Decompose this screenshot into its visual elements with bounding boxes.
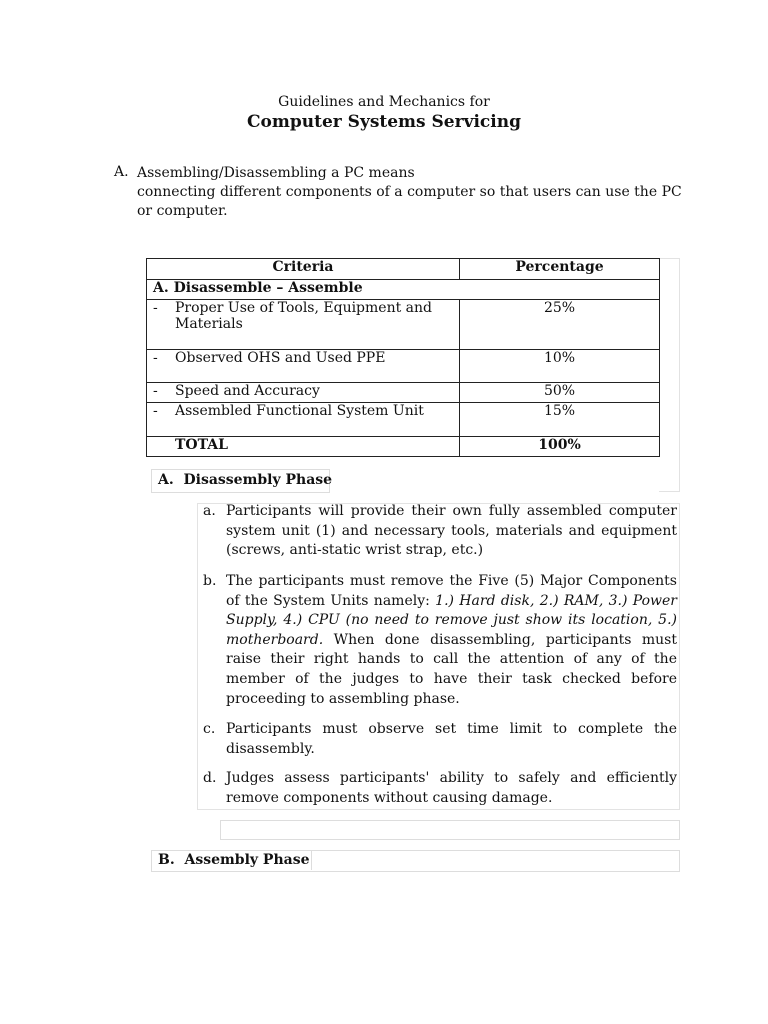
- table-header-row: [147, 259, 660, 280]
- row-label: Assembled Functional System Unit: [175, 403, 424, 419]
- percentage-cell: 25%: [460, 300, 660, 350]
- table-total-row: [147, 437, 660, 457]
- empty-frame: [220, 820, 680, 840]
- row-dash: -: [153, 383, 158, 399]
- document-subtitle: Guidelines and Mechanics for: [278, 94, 490, 110]
- table-group-row: [147, 280, 660, 300]
- criteria-cell: [147, 403, 460, 437]
- percentage-header: Percentage: [460, 259, 660, 280]
- list-item-text: [226, 572, 677, 709]
- row-dash: -: [153, 350, 158, 366]
- group-label: A. Disassemble – Assemble: [147, 280, 660, 300]
- list-item-text-italic: 1.) Hard disk, 2.) RAM, 3.) Power Supply, 4.) CPU (no need to remove just show its location, 5.) motherboard.: [226, 592, 677, 648]
- total-label-cell: [147, 437, 460, 457]
- list-item: [203, 769, 677, 808]
- list-item: [203, 572, 677, 709]
- list-item: [203, 720, 677, 759]
- row-label: Observed OHS and Used PPE: [175, 350, 386, 366]
- criteria-header: Criteria: [147, 259, 460, 280]
- list-item-label: a.: [203, 503, 216, 519]
- list-item-label: d.: [203, 770, 217, 786]
- criteria-cell: [147, 300, 460, 350]
- document-title: Computer Systems Servicing: [247, 112, 521, 132]
- percentage-cell: 10%: [460, 350, 660, 383]
- section-a-letter: A.: [114, 164, 129, 180]
- section-a-text: [137, 164, 687, 221]
- row-dash: -: [153, 300, 158, 316]
- list-item-text-post: When done disassembling, participants must raise their right hands to call the attention of any of the member of the judges to have their task checked before proceeding to assembling phase.: [226, 631, 677, 707]
- list-item-text: Participants will provide their own fully assembled computer system unit (1) and necessary tools, materials and equipment (screws, anti-static wrist strap, etc.): [226, 503, 677, 559]
- row-label: Speed and Accuracy: [175, 383, 320, 399]
- criteria-table: [146, 258, 660, 457]
- row-dash: -: [153, 403, 158, 419]
- criteria-cell: [147, 383, 460, 403]
- list-item-label: c.: [203, 721, 216, 737]
- phase-b-heading: B. Assembly Phase: [158, 852, 310, 868]
- list-item-text: Participants must observe set time limit to complete the disassembly.: [226, 721, 677, 757]
- percentage-cell: 50%: [460, 383, 660, 403]
- list-item-label: b.: [203, 573, 217, 589]
- section-a-line2: connecting different components of a computer so that users can use the PC or computer.: [137, 184, 682, 219]
- row-label: Proper Use of Tools, Equipment and Materials: [175, 300, 432, 332]
- criteria-cell: [147, 350, 460, 383]
- table-frame: [659, 258, 680, 492]
- total-label: TOTAL: [175, 437, 228, 453]
- table-row: [147, 403, 660, 437]
- section-a-line1: Assembling/Disassembling a PC means: [137, 165, 415, 181]
- percentage-cell: 15%: [460, 403, 660, 437]
- total-value-cell: 100%: [460, 437, 660, 457]
- list-item: [203, 502, 677, 561]
- table-row: [147, 383, 660, 403]
- list-item-text: Judges assess participants' ability to safely and efficiently remove components without causing damage.: [226, 770, 677, 806]
- list-item-text-pre: The participants must remove the Five (5) Major Components of the System Units namely:: [226, 573, 677, 609]
- phase-a-heading: A. Disassembly Phase: [158, 472, 333, 488]
- table-row: [147, 300, 660, 350]
- table-row: [147, 350, 660, 383]
